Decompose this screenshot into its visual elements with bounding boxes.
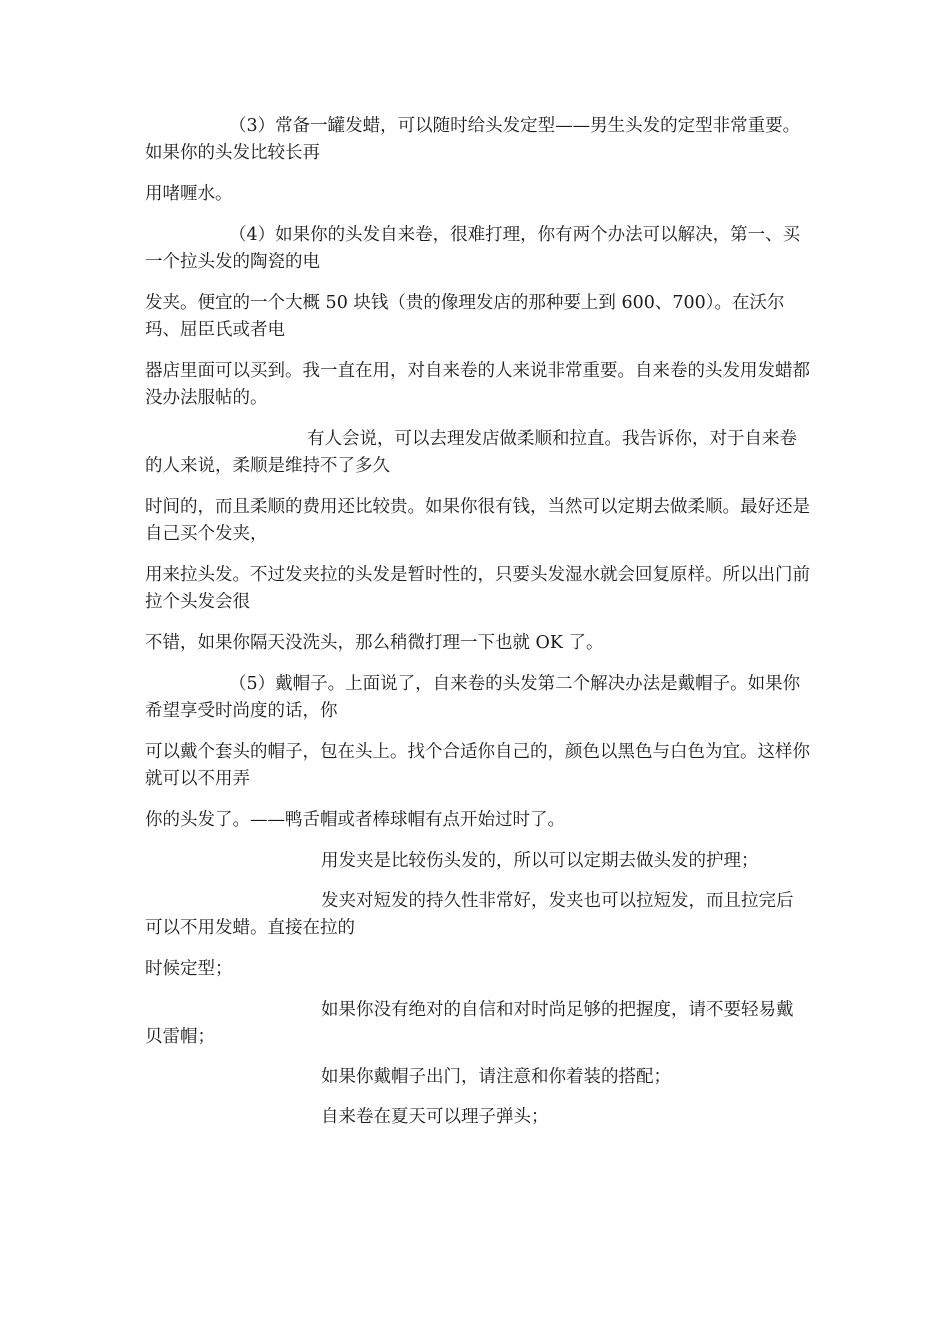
document-body — [145, 113, 810, 1131]
paragraph-straightening-continued-2: 用来拉头发。不过发夹拉的头发是暂时性的，只要头发湿水就会回复原样。所以出门前拉个头发会很 — [145, 565, 810, 612]
paragraph-tip-5: （5）戴帽子。上面说了，自来卷的头发第二个解决办法是戴帽子。如果你希望享受时尚度的话，你 — [145, 674, 801, 721]
paragraph-note-4: 如果你戴帽子出门，请注意和你着装的搭配； — [321, 1067, 671, 1087]
paragraph-tip-5-continued-2: 你的头发了。——鸭舌帽或者棒球帽有点开始过时了。 — [145, 810, 565, 830]
paragraph-straightening-continued-1: 时间的，而且柔顺的费用还比较贵。如果你很有钱，当然可以定期去做柔顺。最好还是自己买个发夹， — [145, 497, 810, 544]
paragraph-note-2-continued: 时候定型； — [145, 959, 233, 979]
paragraph-tip-3-continued: 用啫喱水。 — [145, 184, 233, 204]
paragraph-tip-4-continued-2: 器店里面可以买到。我一直在用，对自来卷的人来说非常重要。自来卷的头发用发蜡都没办法服帖的。 — [145, 361, 810, 408]
paragraph-tip-4-continued-1: 发夹。便宜的一个大概 50 块钱（贵的像理发店的那种要上到 600、700）。在沃尔玛、屈臣氏或者电 — [145, 293, 785, 340]
paragraph-straightening: 有人会说，可以去理发店做柔顺和拉直。我告诉你，对于自来卷的人来说，柔顺是维持不了多久 — [145, 429, 797, 476]
paragraph-straightening-continued-3: 不错，如果你隔天没洗头，那么稍微打理一下也就 OK 了。 — [145, 633, 604, 653]
paragraph-note-2: 发夹对短发的持久性非常好，发夹也可以拉短发，而且拉完后可以不用发蜡。直接在拉的 — [145, 891, 794, 938]
paragraph-tip-5-continued-1: 可以戴个套头的帽子，包在头上。找个合适你自己的，颜色以黑色与白色为宜。这样你就可以不用弄 — [145, 742, 810, 789]
paragraph-tip-3: （3）常备一罐发蜡，可以随时给头发定型——男生头发的定型非常重要。如果你的头发比较长再 — [145, 116, 801, 163]
paragraph-note-1: 用发夹是比较伤头发的，所以可以定期去做头发的护理； — [321, 851, 759, 871]
paragraph-note-3: 如果你没有绝对的自信和对时尚足够的把握度，请不要轻易戴贝雷帽； — [145, 1000, 794, 1047]
paragraph-note-5: 自来卷在夏天可以理子弹头； — [321, 1107, 549, 1127]
paragraph-tip-4: （4）如果你的头发自来卷，很难打理，你有两个办法可以解决，第一、买一个拉头发的陶瓷的电 — [145, 225, 801, 272]
